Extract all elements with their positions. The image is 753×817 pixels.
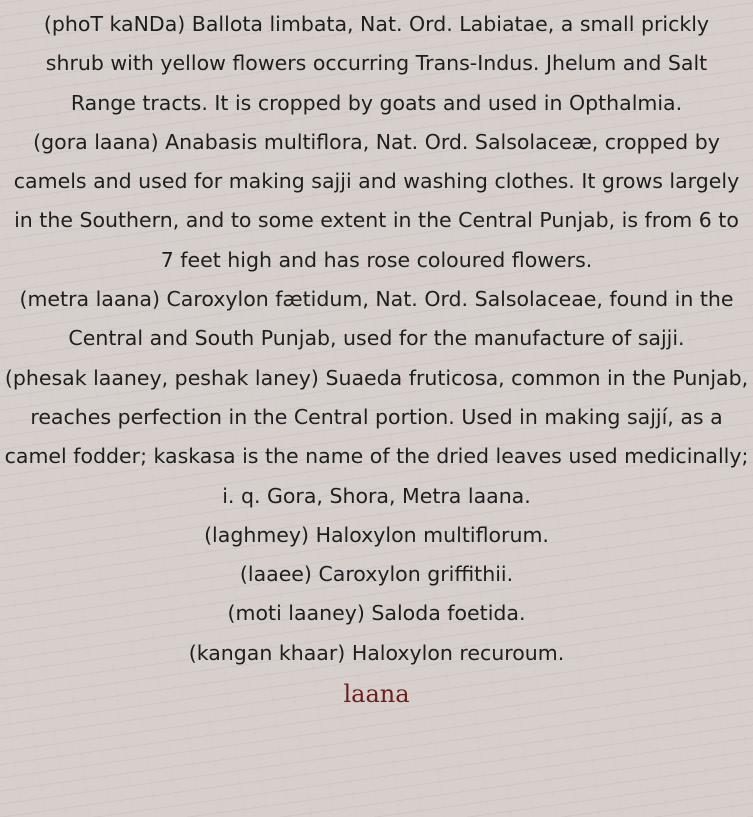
entry-term: (laaee) <box>239 562 312 587</box>
entry-term: (moti laaney) <box>227 601 365 626</box>
entry <box>12 516 742 555</box>
entry-term: (metra laana) <box>19 287 160 312</box>
entry <box>12 634 742 673</box>
entry-term: (phesak laaney, peshak laney) <box>4 365 319 390</box>
entry-definition: Anabasis multiflora, Nat. Ord. Salsolaceæ, cropped by camels and used for making sajji and washing clothes. It grows largely in the Southern, and to some extent in the Central Punjab, is from 6 to 7 feet high and has rose coloured flowers. <box>13 129 740 272</box>
headword-link[interactable]: laana <box>343 680 410 709</box>
entry-definition: Suaeda fruticosa, common in the Punjab, reaches perfection in the Central portion. Used in making sajjí, as a camel fodder; kaskasa is the name of the dried leaves used medicinally; i. q. Gora, Shora, Metra laana. <box>4 365 749 508</box>
entry-term: (laghmey) <box>204 522 310 547</box>
entry-term: (gora laana) <box>33 129 159 154</box>
entry-definition: Haloxylon multiflorum. <box>315 522 549 547</box>
entry-term: (phoT kaNDa) <box>43 12 186 36</box>
entry-definition: Haloxylon recuroum. <box>351 640 565 665</box>
entry <box>7 123 747 280</box>
entry <box>12 594 742 633</box>
entry-definition: Caroxylon griffithii. <box>318 562 514 587</box>
entry <box>12 555 742 594</box>
entry-definition: Caroxylon fætidum, Nat. Ord. Salsolaceae, found in the Central and South Punjab, used for the manufacture of sajji. <box>68 287 734 351</box>
entry-term: (kangan khaar) <box>188 640 346 665</box>
entry <box>4 359 749 516</box>
entry <box>27 5 727 123</box>
entry-definition: Saloda foetida. <box>371 601 526 626</box>
entry <box>4 280 749 359</box>
entry-list <box>0 5 753 673</box>
entry-definition: Ballota limbata, Nat. Ord. Labiatae, a small prickly shrub with yellow flowers occurring Trans-Indus. Jhelum and Salt Range tracts. It is cropped by goats and used in Opthalmia. <box>45 12 710 115</box>
